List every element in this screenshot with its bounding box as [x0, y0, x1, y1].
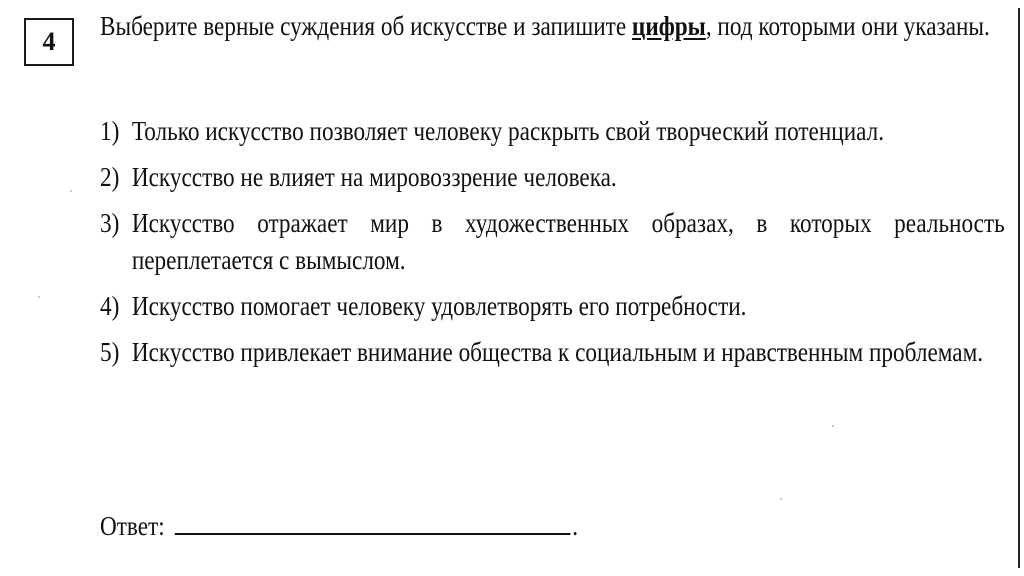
options-list	[100, 113, 1005, 380]
option-item-4	[100, 288, 1005, 325]
scan-speck	[38, 296, 40, 298]
question-text-before: Выберите верные суждения об искусстве и запишите	[100, 11, 632, 41]
page-edge-line	[1018, 8, 1020, 568]
option-text: Искусство помогает человеку удовлетворять его потребности.	[131, 291, 747, 321]
option-number: 4)	[100, 291, 120, 321]
scan-speck	[70, 190, 72, 192]
answer-row	[100, 505, 578, 546]
answer-end-mark: .	[572, 511, 579, 541]
option-item-3	[100, 205, 1005, 279]
option-number: 1)	[100, 116, 120, 146]
task-number-box	[24, 18, 74, 66]
question-text-after: , под которыми они указаны.	[705, 11, 990, 41]
question-keyword: цифры	[631, 11, 706, 41]
option-number: 5)	[100, 337, 120, 367]
option-item-2	[100, 159, 1005, 196]
answer-label: Ответ:	[100, 511, 165, 541]
option-item-1	[100, 113, 1005, 150]
option-text: Искусство привлекает внимание общества к социальным и нравственным проблемам.	[131, 337, 984, 367]
question-text	[100, 6, 1005, 46]
option-text: Только искусство позволяет человеку раскрыть свой творческий потенциал.	[131, 116, 885, 146]
option-text: Искусство не влияет на мировоззрение человека.	[131, 162, 617, 192]
option-number: 3)	[100, 208, 120, 238]
option-text: Искусство отражает мир в художественных образах, в которых реальность переплетается с вымыслом.	[131, 208, 1005, 275]
option-number: 2)	[100, 162, 120, 192]
scan-speck	[780, 498, 782, 500]
answer-field[interactable]	[175, 505, 571, 535]
task-number: 4	[42, 27, 56, 56]
option-item-5	[100, 334, 1005, 371]
scan-speck	[832, 425, 834, 427]
